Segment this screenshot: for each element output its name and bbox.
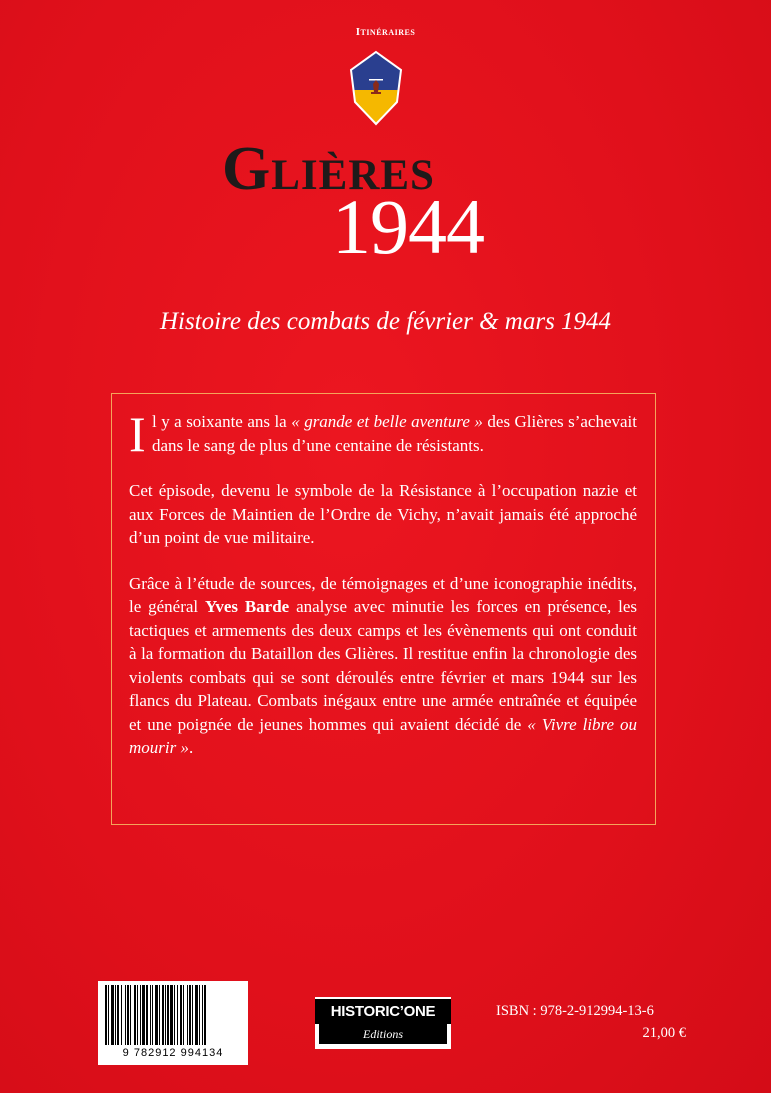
subtitle: Histoire des combats de février & mars 1944 (159, 308, 612, 335)
price: 21,00 € (642, 1025, 686, 1041)
glieres-shield-emblem-icon (349, 50, 403, 126)
title-word: Glières (222, 135, 435, 203)
p1-text-b: des Glières s’achevait dans le sang de plus d’une centaine de résistants. (152, 412, 638, 455)
title-year: 1944 (332, 183, 484, 270)
blurb-text (129, 406, 638, 782)
barcode-bars-icon (102, 985, 244, 1045)
series-label: Itinéraires (355, 26, 416, 38)
publisher-logo (315, 997, 451, 1049)
p3-text-c: . (188, 738, 194, 757)
blurb-paragraph-1 (129, 406, 638, 462)
dropcap: I (129, 406, 146, 462)
p3-text-b: analyse avec minutie les forces en présence, les tactiques et armements des deux camps et les évènements qui ont conduit à la formation du Bataillon des Glières. Il restitue enfin la chronologie des violents combats qui se sont déroulés entre février et mars 1944 sur les flancs du Plateau. Combats inégaux entre une armée entraînée et équipée et une poignée de jeunes hommes qui avaient décidé de (129, 597, 637, 734)
barcode (98, 981, 248, 1065)
p3-motto: « Vivre libre ou mourir » (129, 714, 638, 757)
p1-quote: « grande et belle aventure » (291, 412, 483, 431)
isbn: ISBN : 978-2-912994-13-6 (496, 1003, 654, 1019)
publisher-sub: Editions (319, 1024, 447, 1044)
p1-text-a: l y a soixante ans la (152, 412, 292, 431)
blurb-paragraph-3 (129, 572, 637, 760)
publisher-name: HISTORIC’ONE (315, 999, 451, 1024)
author-name: Yves Barde (204, 597, 290, 616)
barcode-digits: 9 782912 994134 (122, 1047, 224, 1059)
p3-text-a: Grâce à l’étude de sources, de témoignages et d’une iconographie inédits, le général (129, 573, 637, 616)
blurb-paragraph-2: Cet épisode, devenu le symbole de la Résistance à l’occupation nazie et aux Forces de Maintien de l’Ordre de Vichy, n’avait jamais été approché d’un point de vue militaire. (129, 481, 637, 547)
